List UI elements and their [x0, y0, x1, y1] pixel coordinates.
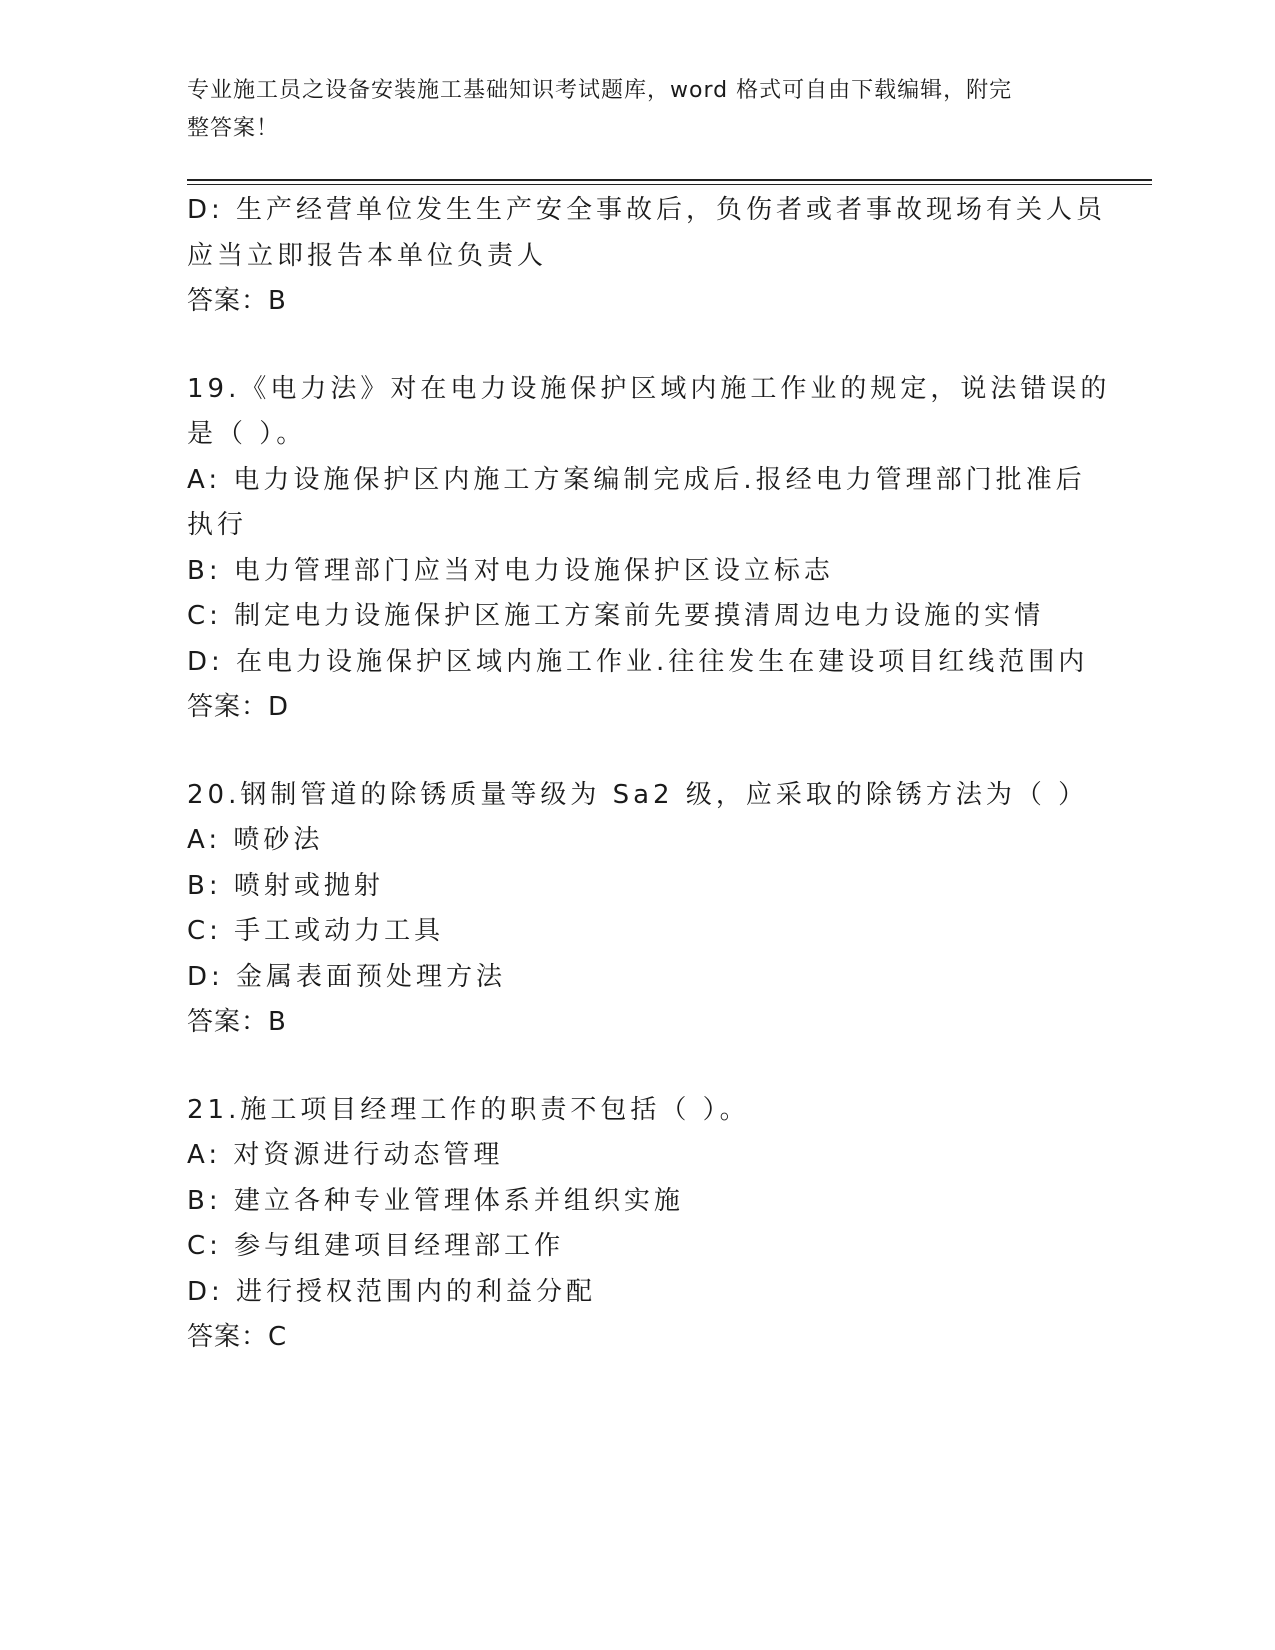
option-a: A: 喷砂法	[187, 825, 324, 855]
option-c: C: 手工或动力工具	[187, 916, 445, 946]
option-a-line-2: 执行	[187, 510, 248, 540]
header-divider-thin	[187, 184, 1152, 185]
answer-label: 答案：C	[187, 1322, 288, 1352]
option-d-line-2: 应当立即报告本单位负责人	[187, 240, 548, 271]
question-stem: 20.钢制管道的除锈质量等级为 Sa2 级，应采取的除锈方法为（ ）	[187, 779, 1089, 810]
option-d-line-1: D: 生产经营单位发生生产安全事故后，负伤者或者事故现场有关人员	[187, 195, 1107, 225]
question-stem-line-2: 是（ ）。	[187, 419, 307, 449]
spacer	[187, 325, 1077, 367]
spacer	[187, 1046, 1077, 1088]
question-20	[187, 773, 1089, 1046]
option-d: D: 在电力设施保护区域内施工作业.往往发生在建设项目红线范围内	[187, 646, 1089, 677]
option-a-line-1: A: 电力设施保护区内施工方案编制完成后.报经电力管理部门批准后	[187, 464, 1086, 495]
option-b: B: 建立各种专业管理体系并组织实施	[187, 1185, 684, 1216]
option-b: B: 电力管理部门应当对电力设施保护区设立标志	[187, 555, 834, 586]
page-header	[187, 72, 1067, 148]
question-21	[187, 1088, 1077, 1361]
answer-label: 答案：B	[187, 1007, 287, 1037]
option-d: D: 进行授权范围内的利益分配	[187, 1276, 597, 1307]
answer-label: 答案：D	[187, 692, 290, 722]
option-c: C: 制定电力设施保护区施工方案前先要摸清周边电力设施的实情	[187, 601, 1045, 631]
question-19	[187, 367, 1111, 731]
option-c: C: 参与组建项目经理部工作	[187, 1231, 565, 1261]
header-divider-thick	[187, 179, 1152, 181]
option-a: A: 对资源进行动态管理	[187, 1140, 504, 1170]
question-18-continuation	[187, 188, 1107, 325]
option-d: D: 金属表面预处理方法	[187, 961, 507, 992]
option-b: B: 喷射或抛射	[187, 870, 384, 901]
question-list	[187, 188, 1111, 1361]
spacer	[187, 731, 1077, 773]
header-line-2: 整答案！	[187, 116, 280, 141]
question-stem: 21.施工项目经理工作的职责不包括（ ）。	[187, 1094, 750, 1125]
answer-label: 答案：B	[187, 286, 287, 316]
question-stem-line-1: 19.《电力法》对在电力设施保护区域内施工作业的规定，说法错误的	[187, 373, 1111, 404]
header-line-1: 专业施工员之设备安装施工基础知识考试题库，word 格式可自由下载编辑，附完	[187, 78, 1013, 103]
